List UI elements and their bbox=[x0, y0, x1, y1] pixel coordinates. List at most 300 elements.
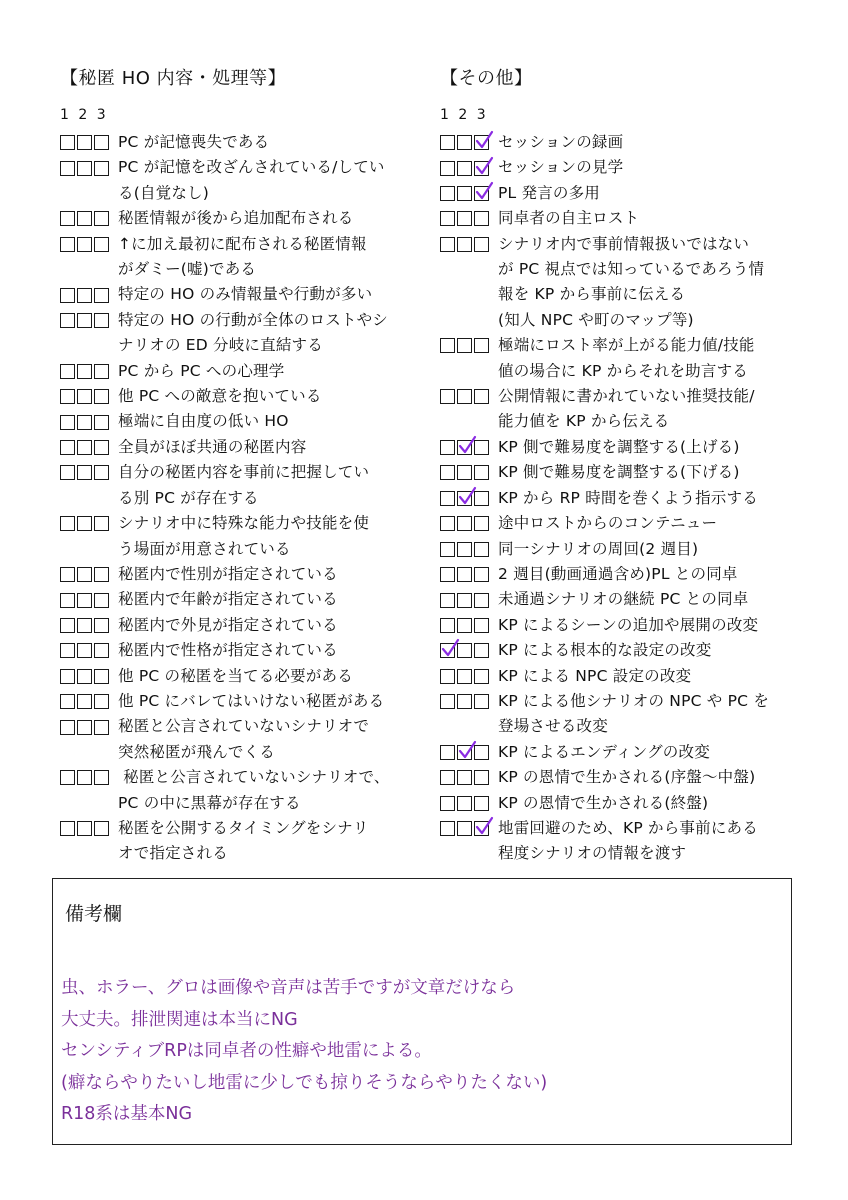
checkbox-2[interactable] bbox=[77, 618, 92, 633]
checkbox-3[interactable] bbox=[94, 643, 109, 658]
checklist-item-text bbox=[118, 689, 384, 714]
checklist-item bbox=[440, 816, 810, 867]
checklist-item bbox=[60, 232, 430, 283]
checklist-item bbox=[440, 765, 810, 790]
checkbox-3[interactable] bbox=[474, 821, 489, 836]
checklist-item bbox=[60, 816, 430, 867]
checklist-item-text bbox=[118, 308, 388, 359]
checklist-item-line: が PC 視点では知っているであろう情 bbox=[498, 260, 765, 279]
checklist-item bbox=[440, 613, 810, 638]
checklist-item bbox=[60, 409, 430, 434]
checklist-item-line: KP の恩情で生かされる(終盤) bbox=[498, 793, 709, 812]
checklist-item-line: 自分の秘匿内容を事前に把握してい bbox=[118, 463, 370, 482]
checkbox-3[interactable] bbox=[94, 288, 109, 303]
remarks-line: 大丈夫。排泄関連は本当にNG bbox=[61, 1009, 298, 1030]
checklist-item bbox=[440, 181, 810, 206]
checklist-item-line: 同一シナリオの周回(2 週目) bbox=[498, 539, 699, 558]
checklist-item bbox=[60, 587, 430, 612]
checklist-item bbox=[60, 664, 430, 689]
checklist-item-text bbox=[118, 435, 306, 460]
checkbox-1[interactable] bbox=[60, 211, 75, 226]
checklist-item-text bbox=[498, 638, 711, 663]
checkbox-group bbox=[60, 765, 118, 790]
checklist-item-text bbox=[118, 409, 289, 434]
checkbox-2[interactable] bbox=[77, 415, 92, 430]
checkbox-1[interactable] bbox=[60, 364, 75, 379]
checklist-item-text bbox=[118, 562, 338, 587]
checkbox-group bbox=[440, 206, 498, 231]
checklist-item-line: がダミー(嘘)である bbox=[118, 260, 257, 279]
checklist-item-text bbox=[498, 613, 758, 638]
checkbox-1[interactable] bbox=[440, 567, 455, 582]
checkbox-3[interactable] bbox=[474, 770, 489, 785]
checkbox-1[interactable] bbox=[440, 694, 455, 709]
checkbox-3[interactable] bbox=[474, 491, 489, 506]
checklist-item-line: 登場させる改変 bbox=[498, 717, 608, 736]
checklist-item-line: PC が記憶を改ざんされている/してい bbox=[118, 158, 385, 177]
checkbox-1[interactable] bbox=[60, 720, 75, 735]
checklist-item-text bbox=[498, 664, 691, 689]
checkbox-2[interactable] bbox=[77, 440, 92, 455]
checklist-item-line: 極端に自由度の低い HO bbox=[118, 412, 289, 431]
checklist-item bbox=[60, 638, 430, 663]
checkbox-2[interactable] bbox=[457, 135, 472, 150]
checklist-item-text bbox=[498, 130, 623, 155]
checklist-item-line: 同卓者の自主ロスト bbox=[498, 209, 640, 228]
checklist-item bbox=[60, 206, 430, 231]
checklist-item bbox=[60, 689, 430, 714]
checkbox-3[interactable] bbox=[94, 135, 109, 150]
checkbox-3[interactable] bbox=[94, 415, 109, 430]
checklist-item-line: 秘匿を公開するタイミングをシナリ bbox=[118, 818, 369, 837]
checkbox-2[interactable] bbox=[77, 364, 92, 379]
checkbox-2[interactable] bbox=[77, 694, 92, 709]
checklist-item-line: シナリオ中に特殊な能力や技能を使 bbox=[118, 514, 370, 533]
checkbox-group bbox=[60, 664, 118, 689]
checkbox-3[interactable] bbox=[474, 745, 489, 760]
checklist-item-text bbox=[498, 460, 740, 485]
checklist-item-line: 秘匿内で性格が指定されている bbox=[118, 641, 338, 660]
checklist-item-text bbox=[118, 765, 390, 816]
checkbox-1[interactable] bbox=[60, 593, 75, 608]
remarks-box bbox=[52, 878, 792, 1145]
checkbox-2[interactable] bbox=[457, 796, 472, 811]
checkbox-group bbox=[440, 232, 498, 257]
checklist-item-line: 値の場合に KP からそれを助言する bbox=[498, 361, 748, 380]
checkbox-1[interactable] bbox=[440, 618, 455, 633]
checkbox-3[interactable] bbox=[474, 186, 489, 201]
checklist-item-line: る別 PC が存在する bbox=[118, 488, 259, 507]
checkbox-2[interactable] bbox=[77, 669, 92, 684]
checkbox-3[interactable] bbox=[94, 211, 109, 226]
checklist-item-line: ↑に加え最初に配布される秘匿情報 bbox=[118, 234, 367, 253]
checklist-item-text bbox=[498, 740, 710, 765]
checkbox-group bbox=[60, 384, 118, 409]
checkbox-1[interactable] bbox=[60, 669, 75, 684]
checkbox-2[interactable] bbox=[77, 643, 92, 658]
checkbox-group bbox=[440, 562, 498, 587]
checklist-item-line: (知人 NPC や町のマップ等) bbox=[498, 310, 694, 329]
checkbox-3[interactable] bbox=[94, 567, 109, 582]
checkbox-2[interactable] bbox=[457, 516, 472, 531]
checkbox-1[interactable] bbox=[440, 186, 455, 201]
checklist-item bbox=[440, 460, 810, 485]
checklist-item-line: セッションの録画 bbox=[498, 133, 624, 151]
checklist-item-line: シナリオ内で事前情報扱いではない bbox=[498, 234, 750, 253]
checkbox-group bbox=[60, 714, 118, 739]
remarks-line: (癖ならやりたいし地雷に少しでも掠りそうならやりたくない) bbox=[61, 1072, 548, 1093]
checkbox-3[interactable] bbox=[94, 694, 109, 709]
checkbox-2[interactable] bbox=[77, 593, 92, 608]
checkbox-3[interactable] bbox=[474, 237, 489, 252]
checkbox-1[interactable] bbox=[60, 288, 75, 303]
checkbox-group bbox=[60, 587, 118, 612]
checkbox-3[interactable] bbox=[474, 211, 489, 226]
checkbox-1[interactable] bbox=[60, 694, 75, 709]
checklist-item bbox=[440, 155, 810, 180]
checkbox-2[interactable] bbox=[457, 186, 472, 201]
checkbox-3[interactable] bbox=[474, 542, 489, 557]
checklist-item-line: 秘匿内で年齢が指定されている bbox=[118, 590, 338, 609]
checkbox-2[interactable] bbox=[77, 135, 92, 150]
checklist-item-text bbox=[498, 791, 708, 816]
checkbox-1[interactable] bbox=[60, 415, 75, 430]
checkbox-3[interactable] bbox=[474, 135, 489, 150]
checklist-item-line: 秘匿内で性別が指定されている bbox=[118, 564, 338, 583]
checklist-item bbox=[440, 130, 810, 155]
checkbox-3[interactable] bbox=[474, 161, 489, 176]
checklist-item-text bbox=[118, 155, 385, 206]
checklist-item-text bbox=[498, 486, 758, 511]
checklist-item-text bbox=[118, 460, 369, 511]
checkbox-2[interactable] bbox=[457, 618, 472, 633]
checklist-item bbox=[440, 511, 810, 536]
checklist-item-line: オで指定される bbox=[118, 844, 228, 863]
checklist-item bbox=[60, 460, 430, 511]
checklist-item-line: 極端にロスト率が上がる能力値/技能 bbox=[498, 336, 755, 355]
checklist-item-text bbox=[498, 537, 698, 562]
checkbox-1[interactable] bbox=[440, 542, 455, 557]
checklist-item-text bbox=[118, 282, 372, 307]
checkbox-2[interactable] bbox=[77, 389, 92, 404]
checkbox-1[interactable] bbox=[440, 389, 455, 404]
checkbox-group bbox=[440, 587, 498, 612]
checkbox-3[interactable] bbox=[474, 643, 489, 658]
checkbox-1[interactable] bbox=[440, 338, 455, 353]
checkbox-3[interactable] bbox=[94, 821, 109, 836]
checkbox-3[interactable] bbox=[474, 618, 489, 633]
checkbox-2[interactable] bbox=[77, 288, 92, 303]
checkbox-group bbox=[440, 613, 498, 638]
checkbox-2[interactable] bbox=[77, 313, 92, 328]
checklist-item-line: 秘匿と公言されていないシナリオで bbox=[118, 717, 370, 736]
checkbox-1[interactable] bbox=[60, 237, 75, 252]
checklist-item-text bbox=[498, 232, 764, 334]
checkbox-group bbox=[60, 638, 118, 663]
checkbox-3[interactable] bbox=[474, 796, 489, 811]
checkbox-1[interactable] bbox=[440, 516, 455, 531]
checkbox-1[interactable] bbox=[60, 440, 75, 455]
checkbox-group bbox=[440, 740, 498, 765]
checkbox-2[interactable] bbox=[457, 694, 472, 709]
checklist-item bbox=[440, 791, 810, 816]
checkbox-1[interactable] bbox=[440, 237, 455, 252]
checklist-item bbox=[60, 282, 430, 307]
checklist-item-line: 2 週目(動画通過含め)PL との同卓 bbox=[498, 564, 738, 583]
remarks-line: 虫、ホラー、グロは画像や音声は苦手ですが文章だけなら bbox=[61, 978, 516, 998]
checkbox-3[interactable] bbox=[94, 440, 109, 455]
checklist-item bbox=[60, 765, 430, 816]
checklist-item bbox=[60, 435, 430, 460]
checkbox-1[interactable] bbox=[440, 796, 455, 811]
checkbox-1[interactable] bbox=[60, 618, 75, 633]
checkbox-2[interactable] bbox=[457, 237, 472, 252]
checkbox-3[interactable] bbox=[474, 669, 489, 684]
checkbox-1[interactable] bbox=[440, 491, 455, 506]
checklist-item-line: KP によるエンディングの改変 bbox=[498, 742, 710, 761]
checkbox-3[interactable] bbox=[474, 567, 489, 582]
checkbox-1[interactable] bbox=[60, 313, 75, 328]
checklist-item bbox=[440, 562, 810, 587]
checkbox-group bbox=[440, 765, 498, 790]
checklist-item bbox=[440, 435, 810, 460]
checklist-item bbox=[60, 359, 430, 384]
left-checklist bbox=[60, 130, 430, 867]
checkbox-1[interactable] bbox=[440, 211, 455, 226]
checkbox-3[interactable] bbox=[474, 389, 489, 404]
checkbox-1[interactable] bbox=[60, 770, 75, 785]
checkbox-group bbox=[60, 232, 118, 257]
checklist-item-text bbox=[498, 587, 748, 612]
checklist-item bbox=[440, 486, 810, 511]
checklist-item-line: 他 PC への敵意を抱いている bbox=[118, 387, 322, 406]
checkbox-1[interactable] bbox=[440, 821, 455, 836]
checklist-item bbox=[60, 714, 430, 765]
remarks-body bbox=[61, 973, 547, 1131]
checkbox-3[interactable] bbox=[474, 440, 489, 455]
checklist-item-line: PC から PC への心理学 bbox=[118, 361, 285, 380]
checklist-item-line: 秘匿情報が後から追加配布される bbox=[118, 209, 354, 228]
checklist-item-text bbox=[118, 714, 369, 765]
checklist-item-text bbox=[118, 384, 322, 409]
checkmark-icon bbox=[474, 815, 496, 837]
checklist-item-line: 他 PC にバレてはいけない秘匿がある bbox=[118, 691, 385, 710]
checkbox-3[interactable] bbox=[474, 338, 489, 353]
checkbox-group bbox=[60, 562, 118, 587]
left-number-header: 1 2 3 bbox=[60, 107, 107, 123]
checkbox-2[interactable] bbox=[457, 770, 472, 785]
remarks-title: 備考欄 bbox=[65, 903, 123, 925]
checklist-item-line: 全員がほぼ共通の秘匿内容 bbox=[118, 437, 307, 456]
checkbox-group bbox=[60, 409, 118, 434]
checkbox-2[interactable] bbox=[457, 643, 472, 658]
checklist-item-line: KP による根本的な設定の改変 bbox=[498, 641, 712, 660]
checklist-item-line: KP 側で難易度を調整する(下げる) bbox=[498, 463, 740, 482]
checkbox-3[interactable] bbox=[94, 618, 109, 633]
checkbox-2[interactable] bbox=[457, 821, 472, 836]
checklist-item-text bbox=[498, 333, 755, 384]
checkbox-group bbox=[60, 613, 118, 638]
checkbox-2[interactable] bbox=[457, 338, 472, 353]
checkbox-group bbox=[440, 384, 498, 409]
checkbox-3[interactable] bbox=[94, 516, 109, 531]
checkbox-1[interactable] bbox=[440, 135, 455, 150]
checkbox-3[interactable] bbox=[94, 237, 109, 252]
right-number-header: 1 2 3 bbox=[440, 107, 487, 123]
checkbox-3[interactable] bbox=[94, 465, 109, 480]
checklist-item bbox=[60, 562, 430, 587]
checklist-item bbox=[440, 232, 810, 334]
checkbox-3[interactable] bbox=[94, 720, 109, 735]
checkbox-1[interactable] bbox=[60, 516, 75, 531]
checkbox-group bbox=[440, 511, 498, 536]
checkbox-2[interactable] bbox=[77, 465, 92, 480]
checkbox-2[interactable] bbox=[457, 161, 472, 176]
checkbox-group bbox=[60, 689, 118, 714]
checkbox-2[interactable] bbox=[457, 669, 472, 684]
checklist-item-text bbox=[498, 181, 600, 206]
checklist-item-text bbox=[118, 206, 354, 231]
checkbox-group bbox=[60, 130, 118, 155]
checklist-item bbox=[60, 130, 430, 155]
checklist-item bbox=[440, 537, 810, 562]
right-section-title: 【その他】 bbox=[440, 68, 533, 89]
checkbox-group bbox=[60, 435, 118, 460]
checklist-item bbox=[440, 206, 810, 231]
checkbox-2[interactable] bbox=[77, 567, 92, 582]
checklist-item-line: 秘匿と公言されていないシナリオで、 bbox=[118, 768, 390, 787]
checklist-item bbox=[440, 740, 810, 765]
checkbox-1[interactable] bbox=[440, 770, 455, 785]
checkbox-2[interactable] bbox=[457, 593, 472, 608]
checklist-item-line: KP 側で難易度を調整する(上げる) bbox=[498, 437, 740, 456]
checklist-item bbox=[60, 384, 430, 409]
checklist-item-text bbox=[118, 613, 338, 638]
checkbox-3[interactable] bbox=[94, 161, 109, 176]
checkbox-1[interactable] bbox=[440, 440, 455, 455]
checkbox-group bbox=[440, 460, 498, 485]
checkbox-1[interactable] bbox=[440, 161, 455, 176]
checklist-item-text bbox=[498, 155, 623, 180]
checkbox-group bbox=[60, 359, 118, 384]
checkbox-1[interactable] bbox=[60, 567, 75, 582]
checklist-item-text bbox=[498, 816, 758, 867]
checkbox-group bbox=[440, 486, 498, 511]
checkbox-1[interactable] bbox=[60, 135, 75, 150]
checklist-item bbox=[60, 511, 430, 562]
checkbox-3[interactable] bbox=[94, 313, 109, 328]
checkbox-group bbox=[440, 689, 498, 714]
checklist-item-text bbox=[118, 664, 353, 689]
right-checklist bbox=[440, 130, 810, 867]
checkbox-2[interactable] bbox=[457, 542, 472, 557]
checkbox-1[interactable] bbox=[60, 389, 75, 404]
checkbox-2[interactable] bbox=[77, 237, 92, 252]
checkbox-3[interactable] bbox=[474, 465, 489, 480]
remarks-line: R18系は基本NG bbox=[61, 1104, 193, 1124]
checklist-item bbox=[440, 384, 810, 435]
checkbox-2[interactable] bbox=[457, 567, 472, 582]
checkbox-group bbox=[440, 333, 498, 358]
checkbox-1[interactable] bbox=[60, 821, 75, 836]
checklist-item bbox=[440, 638, 810, 663]
checklist-item-line: KP によるシーンの追加や展開の改変 bbox=[498, 615, 759, 634]
checkbox-2[interactable] bbox=[77, 821, 92, 836]
checkbox-3[interactable] bbox=[474, 593, 489, 608]
checkbox-2[interactable] bbox=[77, 161, 92, 176]
checkbox-1[interactable] bbox=[440, 643, 455, 658]
checkbox-3[interactable] bbox=[474, 516, 489, 531]
checklist-item bbox=[60, 155, 430, 206]
checklist-item-text bbox=[118, 511, 369, 562]
checkbox-3[interactable] bbox=[474, 694, 489, 709]
checklist-item bbox=[440, 333, 810, 384]
checklist-item bbox=[440, 587, 810, 612]
checklist-item-line: 能力値を KP から伝える bbox=[498, 412, 670, 431]
checkbox-1[interactable] bbox=[60, 643, 75, 658]
checkbox-2[interactable] bbox=[457, 211, 472, 226]
checklist-item-line: 他 PC の秘匿を当てる必要がある bbox=[118, 666, 353, 685]
checklist-item-line: 公開情報に書かれていない推奨技能/ bbox=[498, 387, 755, 406]
checklist-item bbox=[60, 613, 430, 638]
checkbox-2[interactable] bbox=[457, 440, 472, 455]
checkbox-3[interactable] bbox=[94, 364, 109, 379]
checkbox-3[interactable] bbox=[94, 770, 109, 785]
checkbox-1[interactable] bbox=[60, 161, 75, 176]
checkbox-group bbox=[440, 664, 498, 689]
checkbox-2[interactable] bbox=[457, 491, 472, 506]
checkmark-icon bbox=[474, 155, 496, 177]
checkbox-2[interactable] bbox=[77, 720, 92, 735]
checkbox-group bbox=[60, 308, 118, 333]
checkbox-group bbox=[440, 537, 498, 562]
checkbox-2[interactable] bbox=[77, 770, 92, 785]
checkbox-2[interactable] bbox=[457, 745, 472, 760]
checkbox-group bbox=[60, 511, 118, 536]
checklist-item-line: 未通過シナリオの継続 PC との同卓 bbox=[498, 590, 749, 609]
checkbox-3[interactable] bbox=[94, 389, 109, 404]
checkbox-2[interactable] bbox=[457, 389, 472, 404]
checklist-item-text bbox=[118, 359, 284, 384]
checkbox-group bbox=[440, 155, 498, 180]
checkbox-1[interactable] bbox=[440, 669, 455, 684]
checkbox-group bbox=[440, 181, 498, 206]
checklist-item-line: う場面が用意されている bbox=[118, 539, 291, 558]
checkbox-2[interactable] bbox=[77, 516, 92, 531]
checkbox-group bbox=[60, 460, 118, 485]
checklist-item bbox=[60, 308, 430, 359]
checklist-item-line: 地雷回避のため、KP から事前にある bbox=[498, 818, 758, 837]
checklist-item-text bbox=[118, 816, 369, 867]
remarks-line: センシティブRPは同卓者の性癖や地雷による。 bbox=[61, 1041, 432, 1061]
checklist-item-line: PC の中に黒幕が存在する bbox=[118, 793, 301, 812]
checkbox-3[interactable] bbox=[94, 669, 109, 684]
checkbox-1[interactable] bbox=[440, 465, 455, 480]
checklist-item-text bbox=[118, 232, 367, 283]
checkmark-icon bbox=[474, 129, 496, 151]
checkbox-1[interactable] bbox=[440, 593, 455, 608]
checkbox-3[interactable] bbox=[94, 593, 109, 608]
checklist-item-line: 程度シナリオの情報を渡す bbox=[498, 844, 687, 863]
checkbox-2[interactable] bbox=[77, 211, 92, 226]
checkbox-1[interactable] bbox=[60, 465, 75, 480]
checklist-item-text bbox=[118, 587, 338, 612]
checklist-item-line: 途中ロストからのコンテニュー bbox=[498, 514, 718, 533]
checkbox-1[interactable] bbox=[440, 745, 455, 760]
checklist-item-line: KP による NPC 設定の改変 bbox=[498, 666, 692, 685]
checkbox-2[interactable] bbox=[457, 465, 472, 480]
checkbox-group bbox=[60, 155, 118, 180]
